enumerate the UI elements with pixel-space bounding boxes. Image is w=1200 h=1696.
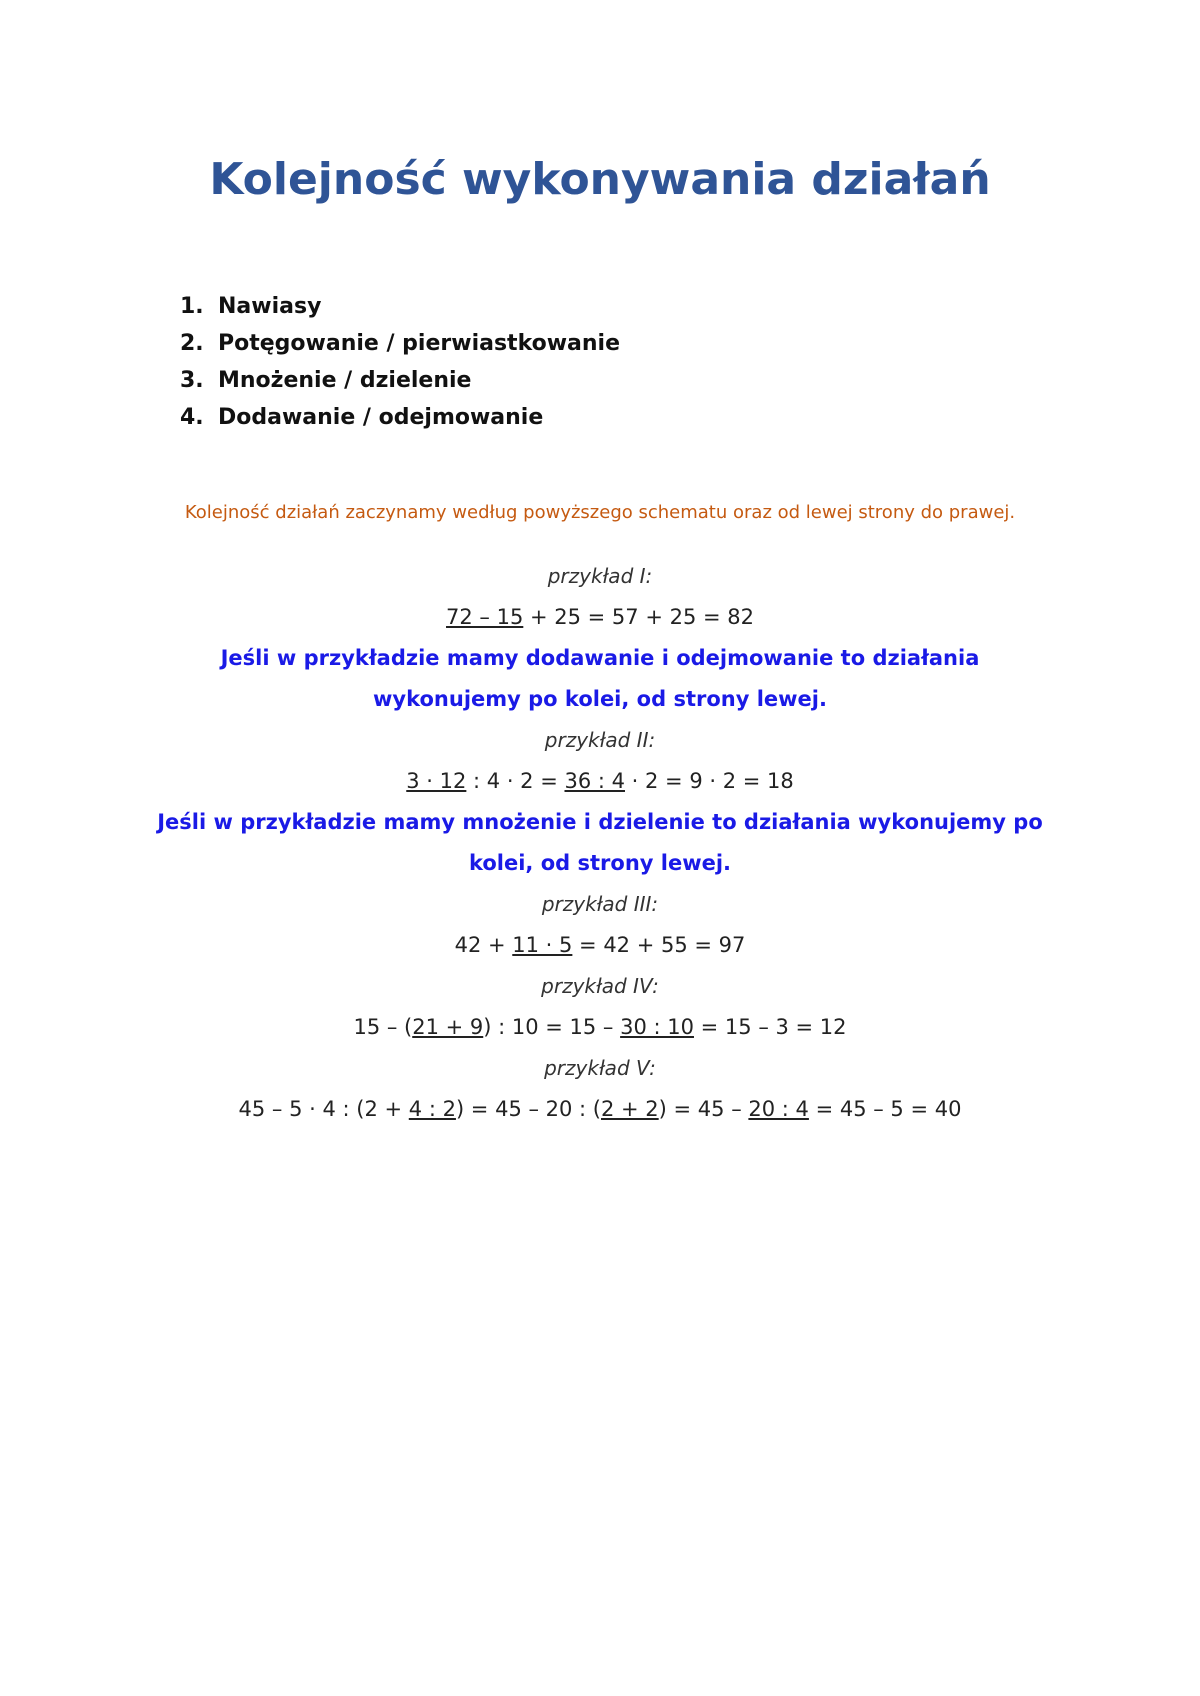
list-item [180, 399, 620, 436]
underlined-operation: 21 + 9 [412, 1015, 484, 1039]
list-item [180, 288, 620, 325]
example-4-label: przykład IV: [541, 974, 659, 998]
example-5-label: przykład V: [544, 1056, 656, 1080]
examples-section [0, 556, 1200, 1130]
expression-text: = 45 – 5 = 40 [808, 1097, 962, 1121]
operation-order-list [180, 288, 620, 436]
underlined-operation: 30 : 10 [620, 1015, 694, 1039]
list-number: 2. [180, 331, 204, 356]
rule-2-line-2: kolei, od strony lewej. [468, 851, 732, 875]
expression-text: 45 – 5 · 4 : (2 + [238, 1097, 409, 1121]
underlined-operation: 2 + 2 [601, 1097, 659, 1121]
example-1-expression [0, 597, 1200, 638]
list-item [180, 325, 620, 362]
rule-1-line-1: Jeśli w przykładzie mamy dodawanie i odejmowanie to działania [220, 646, 980, 670]
example-5-expression [0, 1089, 1200, 1130]
list-number: 1. [180, 294, 204, 319]
list-item-text: Nawiasy [218, 294, 322, 319]
example-3-label: przykład III: [541, 892, 659, 916]
list-number: 4. [180, 405, 204, 430]
list-item-text: Potęgowanie / pierwiastkowanie [218, 331, 621, 356]
document-title: Kolejność wykonywania działań [209, 154, 991, 205]
list-item [180, 362, 620, 399]
expression-text: 42 + [454, 933, 513, 957]
underlined-operation: 20 : 4 [748, 1097, 809, 1121]
expression-text: = 42 + 55 = 97 [572, 933, 746, 957]
list-number: 3. [180, 368, 204, 393]
expression-text: ) = 45 – [658, 1097, 749, 1121]
list-item-text: Dodawanie / odejmowanie [218, 405, 544, 430]
expression-text: · 2 = 9 · 2 = 18 [625, 769, 794, 793]
underlined-operation: 3 · 12 [406, 769, 467, 793]
rule-2-line-1: Jeśli w przykładzie mamy mnożenie i dzielenie to działania wykonujemy po [157, 810, 1043, 834]
list-item-text: Mnożenie / dzielenie [218, 368, 472, 393]
example-4-expression [0, 1007, 1200, 1048]
underlined-operation: 11 · 5 [512, 933, 573, 957]
expression-text: ) = 45 – 20 : ( [455, 1097, 601, 1121]
example-3-expression [0, 925, 1200, 966]
underlined-operation: 36 : 4 [564, 769, 625, 793]
expression-text: ) : 10 = 15 – [483, 1015, 621, 1039]
expression-text: 15 – ( [353, 1015, 413, 1039]
underlined-operation: 72 – 15 [446, 605, 524, 629]
order-note: Kolejność działań zaczynamy według powyższego schematu oraz od lewej strony do prawej. [184, 502, 1016, 523]
expression-text: = 15 – 3 = 12 [693, 1015, 847, 1039]
expression-text: : 4 · 2 = [466, 769, 565, 793]
example-2-expression [0, 761, 1200, 802]
example-2-label: przykład II: [544, 728, 656, 752]
rule-1-line-2: wykonujemy po kolei, od strony lewej. [373, 687, 827, 711]
underlined-operation: 4 : 2 [408, 1097, 456, 1121]
expression-text: + 25 = 57 + 25 = 82 [523, 605, 754, 629]
example-1-label: przykład I: [547, 564, 653, 588]
